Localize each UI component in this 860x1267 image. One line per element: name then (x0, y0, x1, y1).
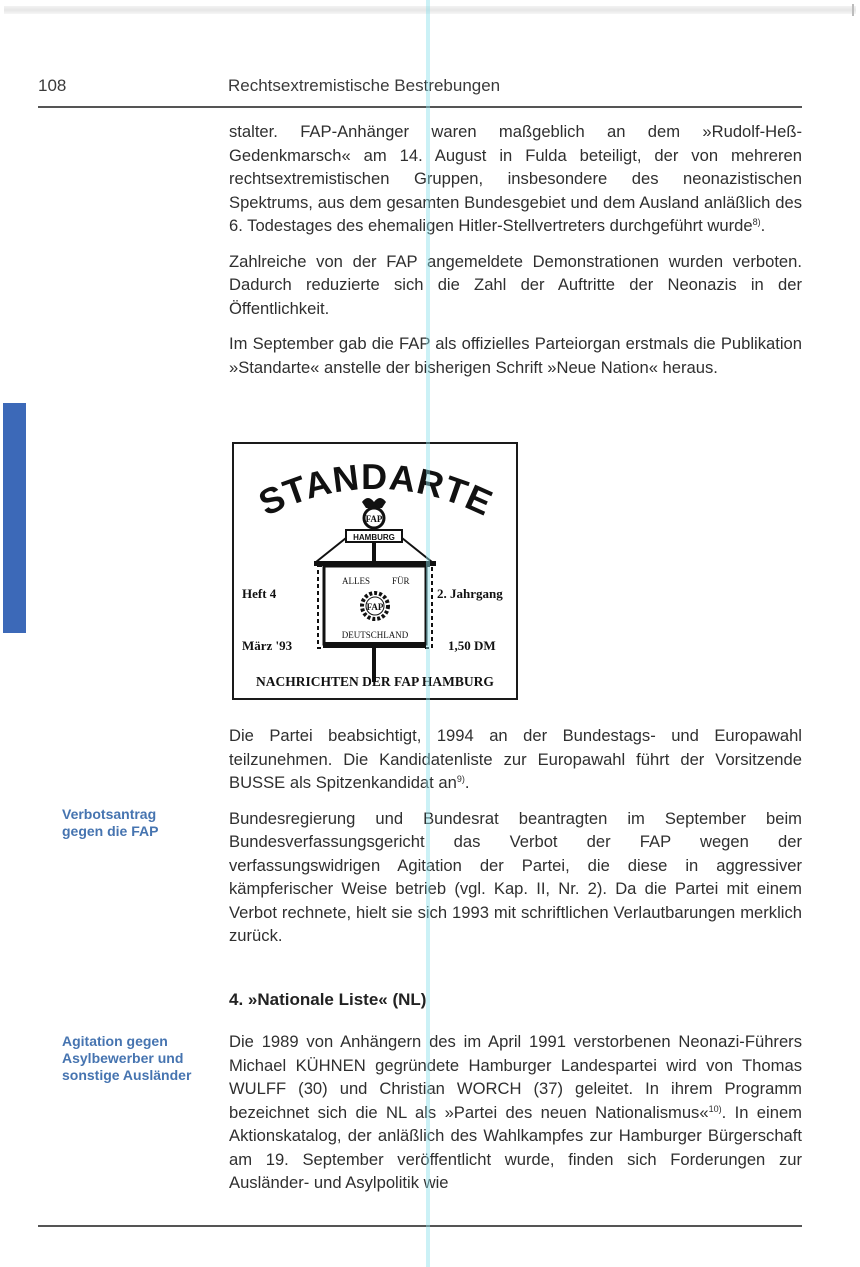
main-text-column-lower (229, 724, 802, 960)
cover-caption: NACHRICHTEN DER FAP HAMBURG (256, 674, 494, 689)
page-header (38, 76, 802, 106)
paragraph-election: Die Partei beabsichtigt, 1994 an der Bundestags- und Europawahl teilzunehmen. Die Kandidatenliste zur Europawahl führt der Vorsitzende BUSSE als Spitzenkandidat $an^{9)}$. (229, 726, 802, 792)
footnote-ref[interactable]: 9) (456, 774, 465, 784)
volume-label: 2. Jahrgang (437, 586, 503, 601)
svg-text:DEUTSCHLAND: DEUTSCHLAND (341, 630, 409, 640)
svg-text:FAP: FAP (365, 514, 383, 524)
footer-rule (38, 1225, 802, 1227)
issue-label: Heft 4 (242, 586, 277, 601)
svg-text:HAMBURG: HAMBURG (353, 533, 395, 542)
paragraph-nationale-liste: Die 1989 von Anhängern des im April 1991 verstorbenen Neonazi-Führers Michael KÜHNEN gegründete Hamburger Landespartei wird von Thomas WULFF (30) und Christian WORCH (37) geleitet. In ihrem Programm bezeichnet sich die NL als »Partei des neuen Nationalismus«$^{10)}$. In einem Aktionskatalog, der anläßlich des Wahlkampfes zur Hamburger Bürgerschaft am 19. September veröffentlicht wurde, finden sich Forderungen zur Ausländer- und Asylpolitik wie (229, 1032, 802, 1192)
paragraph-publication: Im September gab die FAP als offizielles Parteiorgan erstmals die Publikation »Standarte« anstelle der bisherigen Schrift »Neue Nation« heraus. (229, 334, 802, 377)
header-rule (38, 106, 802, 108)
running-title: Rechtsextremistische Bestrebungen (228, 76, 501, 95)
standarte-cover-image (232, 442, 518, 700)
svg-text:FÜR: FÜR (392, 576, 410, 586)
page-number: 108 (38, 76, 67, 95)
scan-edge-tick (852, 4, 854, 16)
scan-top-edge (4, 6, 856, 14)
svg-text:FAP: FAP (366, 602, 384, 612)
footnote-ref[interactable]: 10) (708, 1103, 722, 1114)
section-heading: 4. »Nationale Liste« (NL) (229, 990, 427, 1009)
svg-text:ALLES: ALLES (342, 576, 370, 586)
paragraph-hess-march: stalter. FAP-Anhänger waren maßgeblich an dem »Rudolf-Heß-Gedenkmarsch« am 14. August in Fulda beteiligt, der von mehreren rechtsextremistischen Gruppen, insbesondere des neonazistischen Spektrums, aus dem gesamten Bundesgebiet und dem Ausland anläßlich des 6. Todestages des ehemaligen Hitler-Stellvertreters durchgeführt wurde$^{8)}$. (229, 122, 802, 235)
margin-note-verbotsantrag: Verbotsantrag gegen die FAP (62, 806, 159, 839)
date-label: März '93 (242, 638, 293, 653)
footnote-ref[interactable]: 8) (752, 217, 761, 227)
standarte-emblem-icon (234, 444, 516, 698)
chapter-thumb-tab (3, 403, 26, 633)
main-text-column-nl (229, 1030, 802, 1207)
margin-note-agitation: Agitation gegen Asylbewerber und sonstige Ausländer (62, 1033, 192, 1083)
price-label: 1,50 DM (448, 638, 496, 653)
paragraph-demonstrations: Zahlreiche von der FAP angemeldete Demonstrationen wurden verboten. Dadurch reduzierte sich die Zahl der Auftritte der Neonazis in der Öffentlichkeit. (229, 251, 802, 318)
paragraph-ban-request: Bundesregierung und Bundesrat beantragten im September beim Bundesverfassungsgericht das Verbot der FAP wegen der verfassungswidrigen Agitation der Partei, die diese in aggressiver kämpferischer Weise betrieb (vgl. Kap. II, Nr. 2). Da die Partei mit einem Verbot rechnete, hielt sie sich 1993 mit schriftlichen Verlautbarungen merklich zurück. (229, 808, 802, 945)
main-text-column (229, 120, 802, 391)
svg-text:STANDARTE: STANDARTE (252, 455, 500, 524)
